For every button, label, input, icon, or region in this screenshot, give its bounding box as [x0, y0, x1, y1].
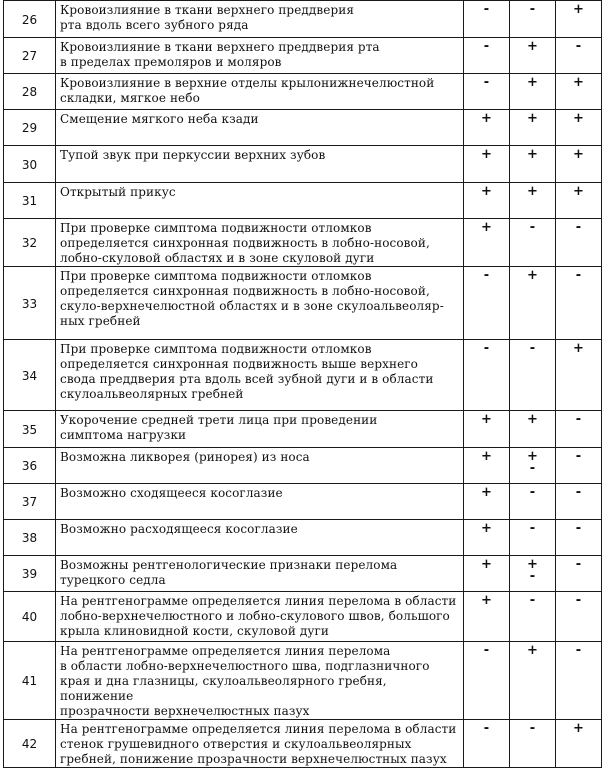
mark-cell-2: -: [510, 1, 556, 38]
mark-cell-3: -: [556, 411, 602, 448]
mark-cell-1: +: [464, 520, 510, 556]
mark-cell-3: -: [556, 448, 602, 484]
mark-cell-3: -: [556, 267, 602, 340]
mark-cell-1: -: [464, 38, 510, 74]
row-number: 34: [4, 340, 56, 411]
mark-cell-2: +: [510, 38, 556, 74]
row-number: 31: [4, 183, 56, 219]
symptom-description: Возможна ликворея (ринорея) из носа: [56, 448, 464, 484]
mark-cell-2: -: [510, 592, 556, 642]
symptom-description: Укорочение средней трети лица при проведении симптома нагрузки: [56, 411, 464, 448]
symptom-description: Возможно сходящееся косоглазие: [56, 484, 464, 520]
row-number: 40: [4, 592, 56, 642]
table-row: [4, 1, 602, 38]
symptom-description: Кровоизлияние в ткани верхнего преддверия рта в пределах премоляров и моляров: [56, 38, 464, 74]
table-row: [4, 642, 602, 720]
row-number: 32: [4, 219, 56, 267]
row-number: 41: [4, 642, 56, 720]
table-row: [4, 520, 602, 556]
table-row: [4, 484, 602, 520]
table-row: [4, 411, 602, 448]
row-number: 39: [4, 556, 56, 592]
mark-cell-3: +: [556, 340, 602, 411]
mark-cell-1: +: [464, 556, 510, 592]
mark-cell-3: +: [556, 110, 602, 146]
mark-cell-2: +: [510, 642, 556, 720]
mark-cell-3: -: [556, 484, 602, 520]
symptom-description: При проверке симптома подвижности отломков определяется синхронная подвижность выше верхнего свода преддверия рта вдоль всей зубной дуги и в области скулоальвеолярных гребней: [56, 340, 464, 411]
mark-cell-3: -: [556, 556, 602, 592]
row-number: 30: [4, 146, 56, 183]
symptom-description: При проверке симптома подвижности отломков определяется синхронная подвижность в лобно-носовой, скуло-верхнечелюстной областях и в зоне скулоальвеоляр- ных гребней: [56, 267, 464, 340]
mark-cell-1: +: [464, 219, 510, 267]
mark-cell-2: + -: [510, 556, 556, 592]
table-row: [4, 556, 602, 592]
row-number: 29: [4, 110, 56, 146]
mark-cell-1: -: [464, 267, 510, 340]
symptom-description: Смещение мягкого неба кзади: [56, 110, 464, 146]
table-row: [4, 110, 602, 146]
mark-cell-1: +: [464, 110, 510, 146]
row-number: 42: [4, 720, 56, 768]
table-row: [4, 592, 602, 642]
mark-cell-1: +: [464, 484, 510, 520]
mark-cell-3: +: [556, 720, 602, 768]
mark-cell-1: -: [464, 340, 510, 411]
table-row: [4, 720, 602, 768]
row-number: 26: [4, 1, 56, 38]
mark-cell-2: -: [510, 520, 556, 556]
mark-cell-3: -: [556, 642, 602, 720]
row-number: 27: [4, 38, 56, 74]
table-row: [4, 183, 602, 219]
row-number: 38: [4, 520, 56, 556]
mark-cell-1: +: [464, 183, 510, 219]
symptom-description: На рентгенограмме определяется линия перелома в области лобно-верхнечелюстного шва, подглазничного края и дна глазницы, скулоальвеолярного гребня, понижение прозрачности верхнечелюстных пазух: [56, 642, 464, 720]
mark-cell-2: -: [510, 720, 556, 768]
mark-cell-2: +: [510, 110, 556, 146]
mark-cell-2: +: [510, 74, 556, 110]
table-row: [4, 267, 602, 340]
table-row: [4, 74, 602, 110]
mark-cell-1: -: [464, 1, 510, 38]
symptom-description: Возможно расходящееся косоглазие: [56, 520, 464, 556]
symptom-description: Возможны рентгенологические признаки перелома турецкого седла: [56, 556, 464, 592]
mark-cell-3: +: [556, 146, 602, 183]
mark-cell-3: +: [556, 1, 602, 38]
mark-cell-2: -: [510, 219, 556, 267]
row-number: 33: [4, 267, 56, 340]
row-number: 36: [4, 448, 56, 484]
symptom-description: Тупой звук при перкуссии верхних зубов: [56, 146, 464, 183]
symptom-description: Кровоизлияние в верхние отделы крылонижнечелюстной складки, мягкое небо: [56, 74, 464, 110]
mark-cell-1: -: [464, 74, 510, 110]
mark-cell-2: +: [510, 146, 556, 183]
mark-cell-1: +: [464, 448, 510, 484]
table-row: [4, 219, 602, 267]
symptom-description: На рентгенограмме определяется линия перелома в области стенок грушевидного отверстия и скулоальвеолярных гребней, понижение прозрачности верхнечелюстных пазух: [56, 720, 464, 768]
symptom-description: При проверке симптома подвижности отломков определяется синхронная подвижность в лобно-носовой, лобно-скуловой областях и в зоне скуловой дуги: [56, 219, 464, 267]
mark-cell-2: + -: [510, 448, 556, 484]
row-number: 35: [4, 411, 56, 448]
table-row: [4, 340, 602, 411]
mark-cell-2: +: [510, 267, 556, 340]
mark-cell-1: +: [464, 146, 510, 183]
mark-cell-3: -: [556, 219, 602, 267]
mark-cell-2: -: [510, 340, 556, 411]
mark-cell-1: +: [464, 592, 510, 642]
mark-cell-3: -: [556, 520, 602, 556]
table-row: [4, 38, 602, 74]
mark-cell-2: +: [510, 183, 556, 219]
mark-cell-3: -: [556, 592, 602, 642]
row-number: 37: [4, 484, 56, 520]
mark-cell-1: -: [464, 720, 510, 768]
table-row: [4, 146, 602, 183]
symptom-table: [3, 0, 602, 768]
mark-cell-1: +: [464, 411, 510, 448]
row-number: 28: [4, 74, 56, 110]
symptom-description: Открытый прикус: [56, 183, 464, 219]
mark-cell-2: +: [510, 411, 556, 448]
mark-cell-3: +: [556, 74, 602, 110]
symptom-table-body: [4, 1, 602, 768]
mark-cell-3: -: [556, 38, 602, 74]
mark-cell-2: -: [510, 484, 556, 520]
table-row: [4, 448, 602, 484]
mark-cell-1: -: [464, 642, 510, 720]
mark-cell-3: +: [556, 183, 602, 219]
symptom-description: На рентгенограмме определяется линия перелома в области лобно-верхнечелюстного и лобно-скулового швов, большого крыла клиновидной кости, скуловой дуги: [56, 592, 464, 642]
symptom-description: Кровоизлияние в ткани верхнего преддверия рта вдоль всего зубного ряда: [56, 1, 464, 38]
